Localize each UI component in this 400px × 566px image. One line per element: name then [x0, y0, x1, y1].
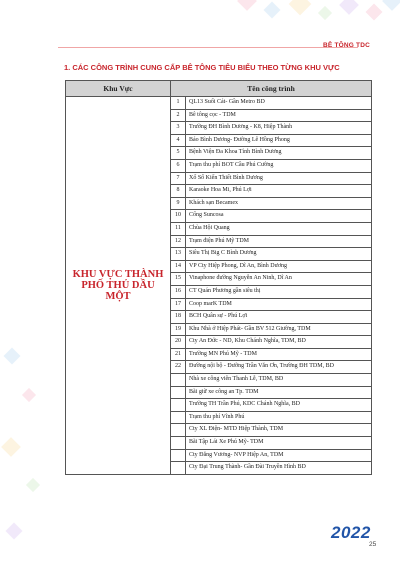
row-number: 9	[171, 197, 186, 210]
row-number: 12	[171, 235, 186, 248]
row-number: 10	[171, 210, 186, 223]
project-name: Khu Nhà ở Hiệp Phát- Gần BV 512 Giường, TDM	[186, 323, 372, 336]
row-number: 1	[171, 97, 186, 110]
row-number: 8	[171, 185, 186, 198]
row-number	[171, 449, 186, 462]
row-number	[171, 399, 186, 412]
row-number: 7	[171, 172, 186, 185]
project-name: VP Cty Hiệp Phong, Dĩ An, Bình Dương	[186, 260, 372, 273]
row-number: 13	[171, 248, 186, 261]
project-name: Trường ĐH Bình Dương - K8, Hiệp Thành	[186, 122, 372, 135]
row-number	[171, 374, 186, 387]
project-name: Cty Đăng Vương- NVP Hiệp An, TDM	[186, 449, 372, 462]
header-divider	[58, 47, 358, 48]
project-name: Nhà xe công viên Thanh Lễ, TDM, BD	[186, 374, 372, 387]
section-title: 1. CÁC CÔNG TRÌNH CUNG CẤP BÊ TÔNG TIÊU BIỂU THEO TỪNG KHU VỰC	[64, 63, 340, 72]
row-number: 14	[171, 260, 186, 273]
row-number: 3	[171, 122, 186, 135]
project-name: Trạm điện Phú Mỹ TDM	[186, 235, 372, 248]
project-name: CT Quán Phương gần siêu thị	[186, 285, 372, 298]
row-number: 20	[171, 336, 186, 349]
row-number: 22	[171, 361, 186, 374]
page-number: 25	[369, 541, 377, 548]
project-name: Cổng Suncosa	[186, 210, 372, 223]
project-name: Chùa Hội Quang	[186, 222, 372, 235]
region-cell: KHU VỰC THÀNH PHỐ THỦ DẦU MỘT	[66, 97, 171, 475]
header-region: Khu Vực	[66, 81, 171, 97]
project-name: Vinaphone đường Nguyễn An Ninh, Dĩ An	[186, 273, 372, 286]
row-number: 11	[171, 222, 186, 235]
row-number: 4	[171, 134, 186, 147]
decorative-pattern-top	[230, 0, 400, 40]
row-number	[171, 386, 186, 399]
project-name: BCH Quân sự - Phú Lợi	[186, 311, 372, 324]
project-name: Trường MN Phú Mỹ - TDM	[186, 348, 372, 361]
year-badge: 2022	[331, 523, 371, 542]
row-number: 18	[171, 311, 186, 324]
row-number: 2	[171, 109, 186, 122]
project-name: Trạm thu phí BOT Cầu Phú Cường	[186, 159, 372, 172]
project-name: Báo Bình Dương- Đường Lê Hồng Phong	[186, 134, 372, 147]
project-name: Coop marK TDM	[186, 298, 372, 311]
row-number: 5	[171, 147, 186, 160]
table-body	[66, 97, 372, 475]
project-name: Trạm thu phí Vĩnh Phú	[186, 411, 372, 424]
row-number: 16	[171, 285, 186, 298]
project-name: Đường nội bộ - Đường Trần Văn Ơn, Trường ĐH TDM, BD	[186, 361, 372, 374]
header-brand: BÊ TÔNG TDC	[323, 42, 370, 49]
project-name: Cty Đại Trung Thành- Gần Đài Truyền Hình BD	[186, 462, 372, 475]
row-number: 17	[171, 298, 186, 311]
project-name: Karaoke Hoa Mi, Phú Lợi	[186, 185, 372, 198]
decorative-pattern-left	[0, 330, 60, 566]
project-name: Xổ Số Kiến Thiết Bình Dương	[186, 172, 372, 185]
row-number: 19	[171, 323, 186, 336]
row-number	[171, 411, 186, 424]
row-number	[171, 424, 186, 437]
project-name: Bãi Tập Lái Xe Phú Mỹ- TDM	[186, 437, 372, 450]
table-header-row	[66, 81, 372, 97]
project-name: Bãi giữ xe công an Tp. TDM	[186, 386, 372, 399]
project-name: Bệnh Viện Đa Khoa Tỉnh Bình Dương	[186, 147, 372, 160]
project-name: Bê tông cọc - TDM	[186, 109, 372, 122]
row-number	[171, 462, 186, 475]
row-number: 21	[171, 348, 186, 361]
row-number: 6	[171, 159, 186, 172]
row-number	[171, 437, 186, 450]
projects-table	[65, 80, 372, 475]
row-number: 15	[171, 273, 186, 286]
header-name: Tên công trình	[171, 81, 372, 97]
project-name: Cty An Đức - ND, Khu Chánh Nghĩa, TDM, BD	[186, 336, 372, 349]
table-row	[66, 97, 372, 110]
project-name: Siêu Thị Big C Bình Dương	[186, 248, 372, 261]
project-name: Cty XL Điện- MTD Hiệp Thành, TDM	[186, 424, 372, 437]
project-name: Trường TH Trần Phú, KDC Chánh Nghĩa, BD	[186, 399, 372, 412]
project-name: QL13 Suối Cát- Gần Metro BD	[186, 97, 372, 110]
project-name: Khách sạn Becamex	[186, 197, 372, 210]
